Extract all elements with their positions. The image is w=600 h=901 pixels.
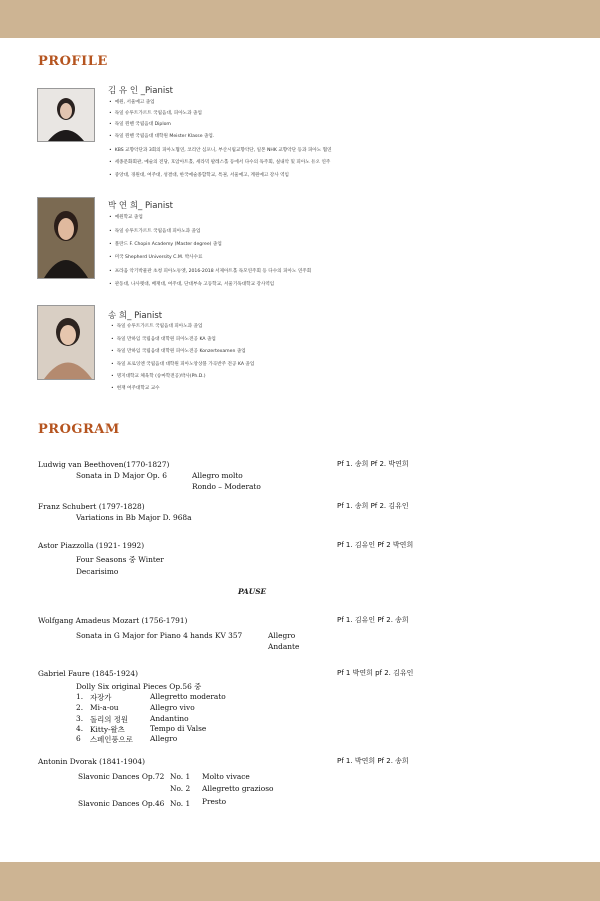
pianist-1-bullet: • KBS 교향악단과 3회의 피아노협연, 코리안 심포니, 부산시립교향악단, 일본 NHK 교향악단 등과 피아노 협연 bbox=[109, 147, 332, 153]
performers: Pf 1. 박연희 Pf 2. 송희 bbox=[337, 757, 409, 765]
performers: Pf 1. 김유인 Pf 2 박연희 bbox=[337, 541, 414, 549]
profile-heading: PROFILE bbox=[38, 54, 108, 69]
composer: Ludwig van Beethoven(1770-1827) bbox=[38, 460, 170, 469]
pianist-3-bullet: • 독일 슈투트가르트 국립음대 피아노과 졸업 bbox=[111, 323, 202, 329]
dance-tempo: Presto bbox=[202, 797, 227, 806]
top-band bbox=[0, 0, 600, 38]
composer: Gabriel Faure (1845-1924) bbox=[38, 669, 138, 678]
pianist-1-bullet: • 독일 슈투트가르트 국립음대, 피아노과 졸업 bbox=[109, 110, 202, 116]
composer: Wolfgang Amadeus Mozart (1756-1791) bbox=[38, 616, 188, 625]
work-title: Sonata in D Major Op. 6 bbox=[76, 471, 167, 480]
pianist-3-bullet: • 독일 프로잉엔 국립음대 대학원 피아노앙상블 가곡반주 전공 KA 졸업 bbox=[111, 361, 254, 367]
dance-tempo: Allegretto grazioso bbox=[202, 784, 274, 793]
piece-title: Kitty-왈츠 bbox=[90, 725, 125, 734]
movement: Allegro molto bbox=[192, 471, 243, 480]
composer: Franz Schubert (1797-1828) bbox=[38, 502, 145, 511]
bottom-band bbox=[0, 862, 600, 901]
dance-number: No. 2 bbox=[170, 784, 191, 793]
piece-tempo: Tempo di Valse bbox=[150, 724, 207, 733]
pianist-2-bullet: • 미국 Shepherd University C.M. 박사수료 bbox=[109, 254, 202, 260]
piece-number: 4. bbox=[76, 724, 84, 733]
piece-tempo: Allegretto moderato bbox=[150, 692, 226, 701]
pianist-name-3: 송 희_ Pianist bbox=[108, 311, 163, 321]
work-title: Slavonic Dances Op.46 bbox=[78, 799, 165, 808]
pianist-photo-3 bbox=[37, 305, 95, 380]
piece-number: 3. bbox=[76, 714, 84, 723]
piece-number: 1. bbox=[76, 692, 84, 701]
piece-number: 6 bbox=[76, 734, 81, 743]
movement: Allegro bbox=[268, 631, 296, 640]
program-heading: PROGRAM bbox=[38, 422, 120, 437]
pianist-2-bullet: • 관동대, 나사렛대, 배재대, 여주대, 단대부속 고등학교, 서울기독대학교 강사역임 bbox=[109, 281, 274, 287]
movement: Rondo – Moderato bbox=[192, 482, 261, 491]
movement: Andante bbox=[268, 642, 300, 651]
composer: Astor Piazzolla (1921- 1992) bbox=[38, 541, 145, 550]
pianist-2-bullet: • 프라움 악기박물관 초청 피아노듀엣, 2016-2018 서제아트홀 독모연주회 등 다수의 피아노 연주회 bbox=[109, 268, 311, 274]
dance-number: No. 1 bbox=[170, 772, 191, 781]
work-title: Decarisimo bbox=[76, 567, 119, 576]
work-title: Four Seasons 중 Winter bbox=[76, 555, 164, 564]
piece-number: 2. bbox=[76, 703, 84, 712]
pianist-1-bullet: • 독일 뮌헨 국립음대 Diplom bbox=[109, 121, 171, 127]
pianist-1-bullet: • 예원, 서울예고 졸업 bbox=[109, 99, 155, 105]
pianist-3-bullet: • 현재 여주대학교 교수 bbox=[111, 385, 160, 391]
piece-tempo: Allegro vivo bbox=[150, 703, 195, 712]
pianist-1-bullet: • 세종문화회관, 예술의 전당, 호암아트홀, 세라믹 팔레스홀 등에서 다수의 독주회, 실내악 및 피아노 듀오 연주 bbox=[109, 159, 330, 165]
piece-title: 돌리의 정원 bbox=[90, 715, 129, 724]
performers: Pf 1. 송희 Pf 2. 박연희 bbox=[337, 460, 409, 468]
piece-title: Mi-a-ou bbox=[90, 703, 119, 712]
work-title: Variations in Bb Major D. 968a bbox=[76, 513, 192, 522]
pianist-2-bullet: • 폴란드 F. Chopin Academy (Master degree) 졸업 bbox=[109, 241, 222, 247]
pause-label: PAUSE bbox=[238, 587, 267, 596]
performers: Pf 1. 김유인 Pf 2. 송희 bbox=[337, 616, 409, 624]
piece-tempo: Andantino bbox=[150, 714, 189, 723]
piece-tempo: Allegro bbox=[150, 734, 178, 743]
piece-title: 자장가 bbox=[90, 693, 112, 702]
performers: Pf 1. 송희 Pf 2. 김유인 bbox=[337, 502, 409, 510]
pianist-name-2: 박 연 희_ Pianist bbox=[108, 201, 174, 211]
pianist-1-bullet: • 독일 뮌헨 국립음대 대학원 Meister Klasse 졸업. bbox=[109, 133, 214, 139]
piece-title: 스페인풍으로 bbox=[90, 735, 133, 744]
work-title: Slavonic Dances Op.72 bbox=[78, 772, 165, 781]
dance-number: No. 1 bbox=[170, 799, 191, 808]
performers: Pf 1 박연희 pf 2. 김유인 bbox=[337, 669, 414, 677]
work-title: Dolly Six original Pieces Op.56 중 bbox=[76, 682, 202, 691]
pianist-name-1: 김 유 인 _Pianist bbox=[108, 86, 174, 96]
dance-tempo: Molto vivace bbox=[202, 772, 250, 781]
pianist-2-bullet: • 독일 슈투트가르트 국립음대 피아노과 졸업 bbox=[109, 228, 200, 234]
pianist-3-bullet: • 독일 만하임 국립음대 대학원 피아노전공 KA 졸업 bbox=[111, 336, 216, 342]
pianist-photo-2 bbox=[37, 197, 95, 279]
pianist-2-bullet: • 예원학교 졸업 bbox=[109, 214, 143, 220]
pianist-photo-1 bbox=[37, 88, 95, 142]
pianist-3-bullet: • 독일 만하임 국립음대 대학원 피아노전공 Konzertexamen 졸업 bbox=[111, 348, 246, 354]
pianist-1-bullet: • 중앙대, 경원대, 여주대, 성결대, 한국예술종합학교, 특권, 서울예고, 계원예고 강사 역임 bbox=[109, 172, 289, 178]
pianist-3-bullet: • 명지대학교 체육학 (승마학전공)박사(Ph.D.) bbox=[111, 373, 206, 379]
composer: Antonin Dvorak (1841-1904) bbox=[38, 757, 145, 766]
work-title: Sonata in G Major for Piano 4 hands KV 357 bbox=[76, 631, 243, 640]
